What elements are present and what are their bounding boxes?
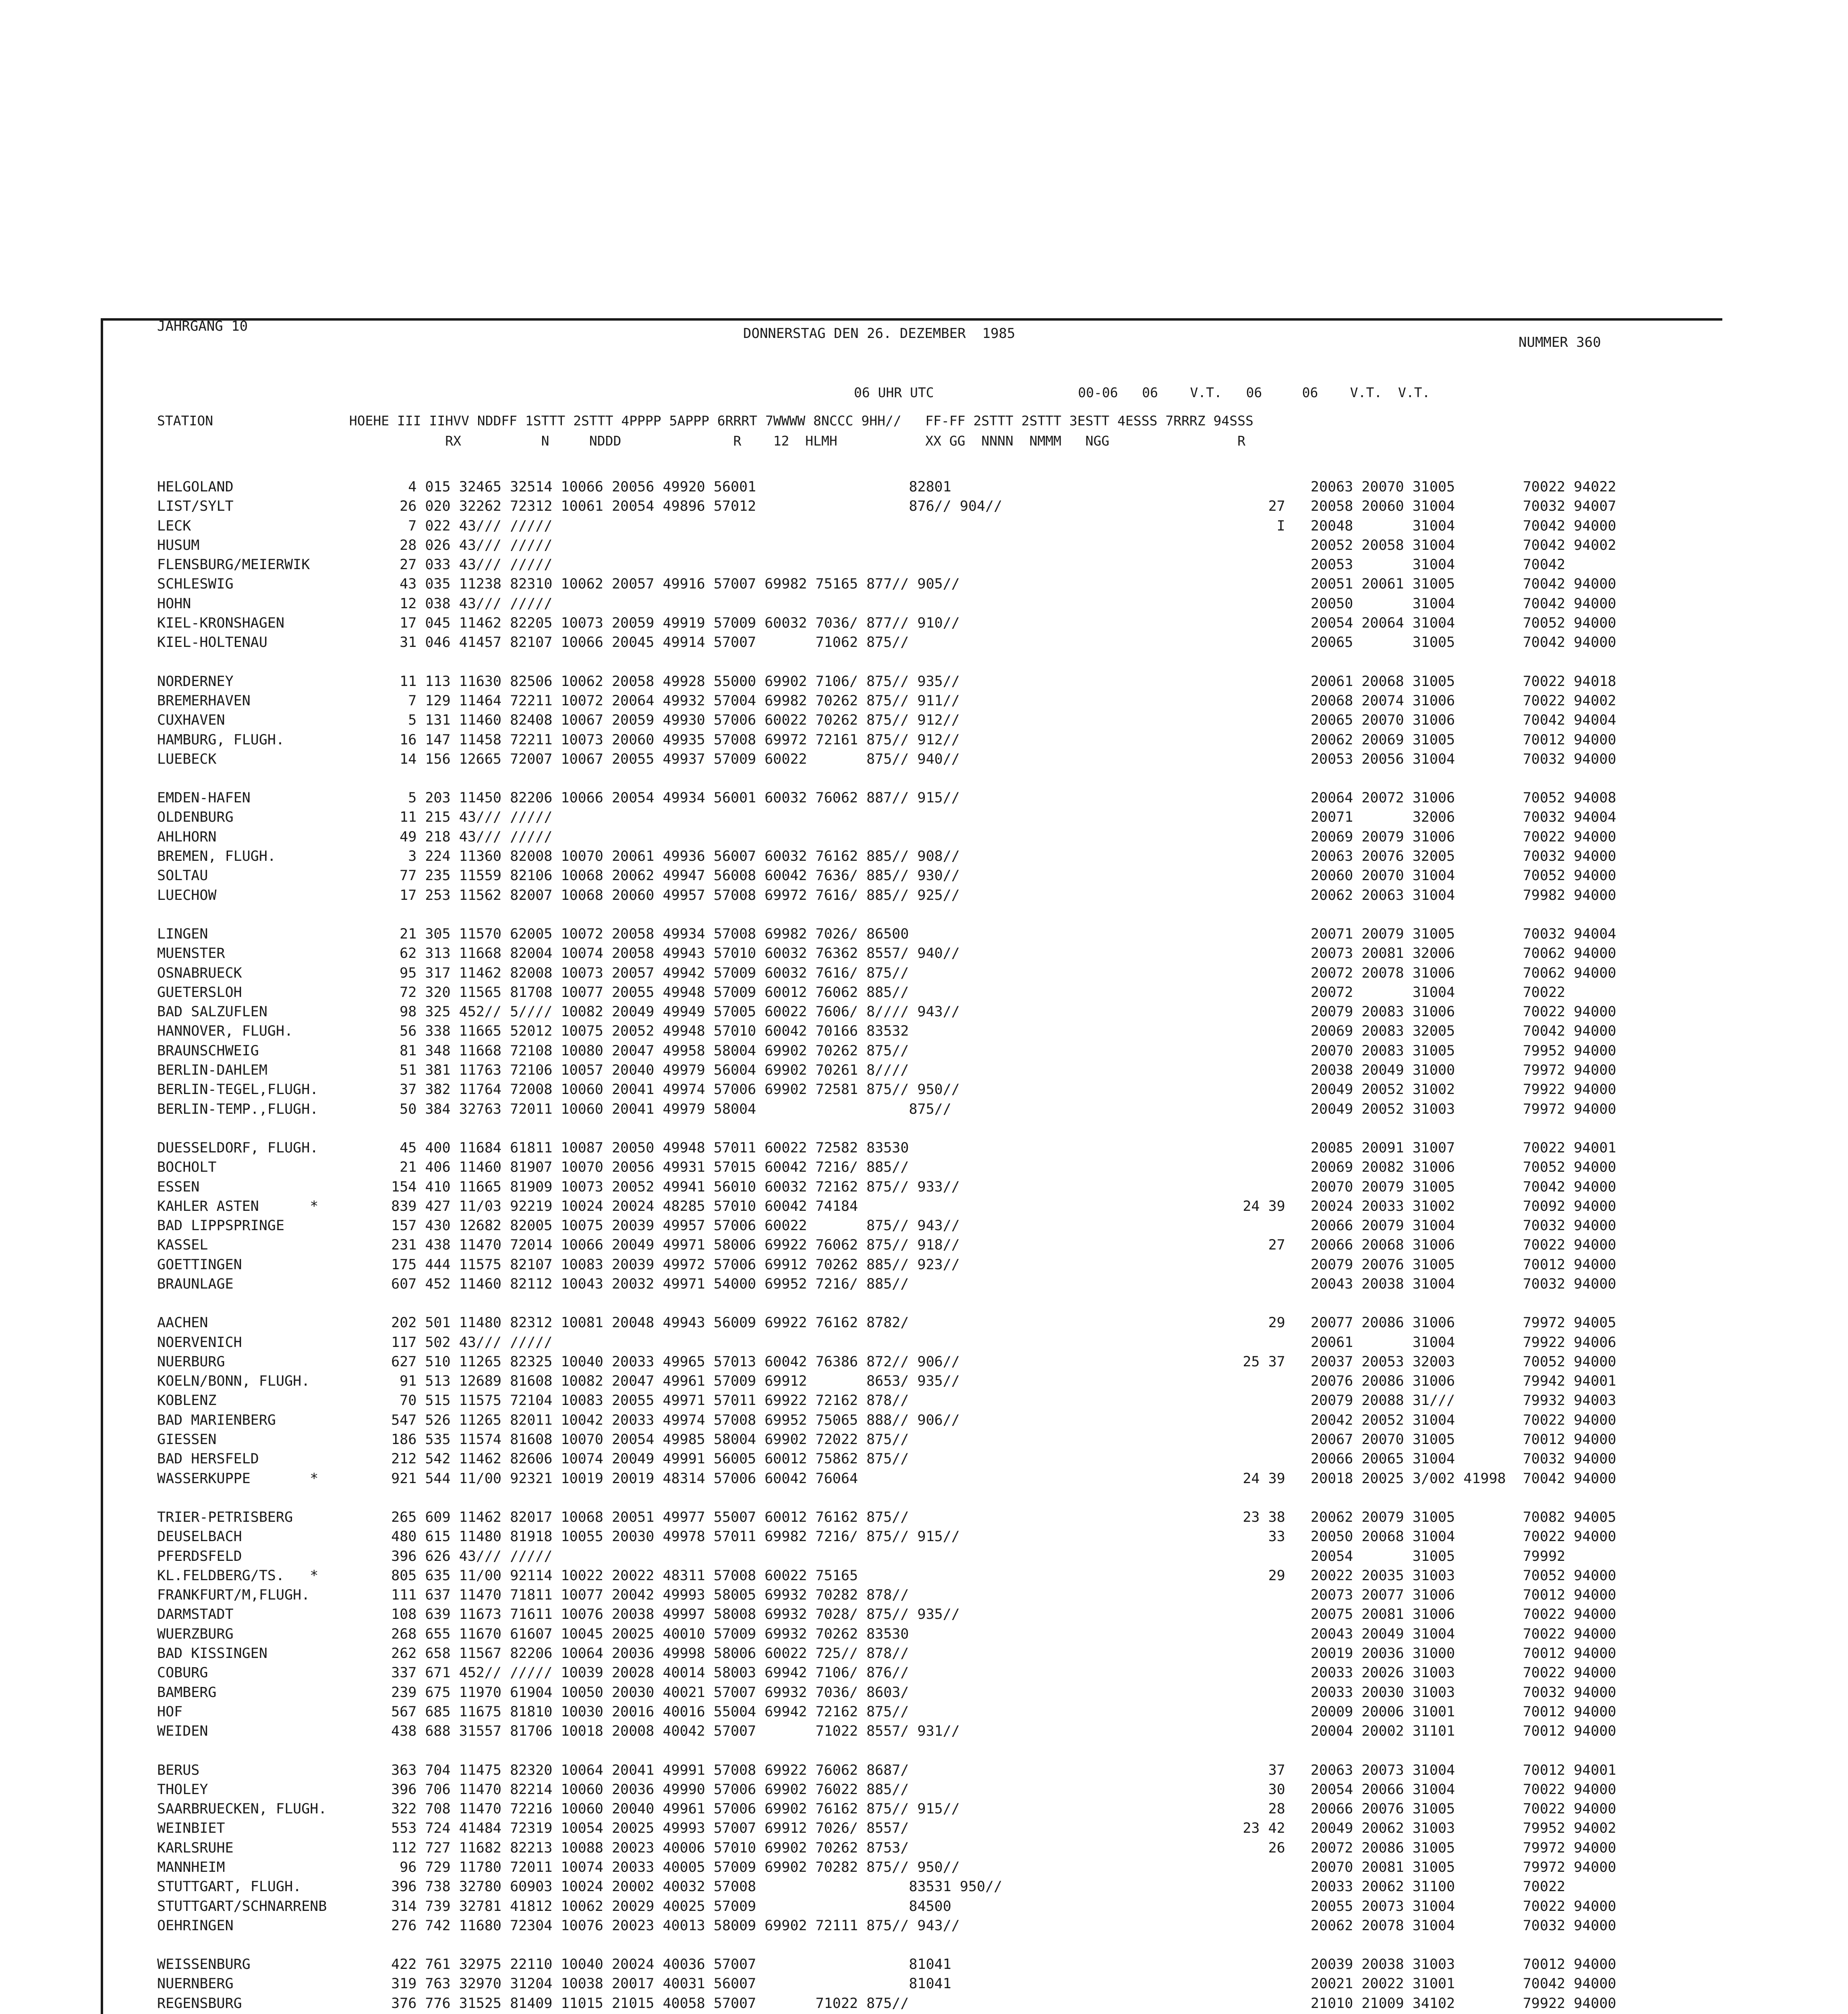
station-name: OSNABRUECK	[157, 965, 242, 981]
station-group	[383, 1955, 1208, 2014]
station-name: OLDENBURG	[157, 809, 234, 826]
observation-groups: 3 224 11360 82008 10070 20061 49936 56007 60032 76162 885// 908//	[383, 848, 960, 865]
station-name: DARMSTADT	[157, 1606, 234, 1623]
extreme-value-groups: 33 20050 20068 31004 70022 94000	[1200, 1529, 1616, 1545]
station-name: LECK	[157, 518, 191, 534]
observation-groups: 314 739 32781 41812 10062 20029 40025 57009 84500	[383, 1898, 951, 1915]
extreme-value-groups: 20072 31004 70022	[1200, 984, 1566, 1001]
extreme-value-groups: 20063 20076 32005 70032 94000	[1200, 848, 1616, 865]
extreme-value-groups: 20062 20078 31004 70032 94000	[1200, 1917, 1616, 1934]
extreme-value-groups: 20033 20026 31003 70022 94000	[1200, 1665, 1616, 1681]
observation-groups: 396 626 43/// /////	[383, 1548, 553, 1564]
extreme-value-groups: 20071 32006 70032 94004	[1200, 809, 1616, 826]
extreme-value-groups: 20070 20079 31005 70042 94000	[1200, 1179, 1616, 1195]
extreme-value-groups: 20071 20079 31005 70032 94004	[1200, 926, 1616, 942]
extreme-value-groups: 23 42 20049 20062 31003 79952 94002	[1200, 1820, 1616, 1837]
station-name: REGENSBURG	[157, 1995, 242, 2012]
station-name: SAARBRUECKEN, FLUGH.	[157, 1801, 327, 1817]
observation-groups: 43 035 11238 82310 10062 20057 49916 57007 69982 75165 877// 905//	[383, 576, 960, 593]
extreme-value-groups: 20062 20069 31005 70012 94000	[1200, 731, 1616, 748]
extreme-value-groups: 20043 20038 31004 70032 94000	[1200, 1276, 1616, 1292]
column-header-line2: STATION HOEHE III IIHVV NDDFF 1STTT 2STTT 4PPPP 5APPP 6RRRT 7WWWW 8NCCC 9HH// FF-FF 2STTT 2STTT 3ESTT 4ESSS 7RRRZ 94SSS	[157, 413, 1253, 429]
station-group	[383, 477, 1208, 653]
observation-groups: 62 313 11668 82004 10074 20058 49943 57010 60032 76362 8557/ 940//	[383, 945, 960, 962]
observation-groups: 627 510 11265 82325 10040 20033 49965 57013 60042 76386 872// 906//	[383, 1353, 960, 1370]
observation-groups: 49 218 43/// /////	[383, 829, 553, 845]
observation-groups: 27 033 43/// /////	[383, 557, 553, 573]
station-name: HANNOVER, FLUGH.	[157, 1023, 293, 1040]
extreme-value-groups: 20073 20081 32006 70062 94000	[1200, 945, 1616, 962]
station-name: SOLTAU	[157, 868, 208, 884]
extreme-value-groups: 20079 20083 31006 70022 94000	[1200, 1004, 1616, 1020]
extreme-value-groups: 20004 20002 31101 70012 94000	[1200, 1723, 1616, 1740]
station-name: FRANKFURT/M,FLUGH.	[157, 1587, 310, 1604]
bulletin-date: DONNERSTAG DEN 26. DEZEMBER 1985	[743, 325, 1015, 342]
extreme-value-groups: 20068 20074 31006 70022 94002	[1200, 692, 1616, 709]
observation-groups: 262 658 11567 82206 10064 20036 49998 58006 60022 725// 878//	[383, 1645, 909, 1662]
extreme-value-groups: 20033 20030 31003 70032 94000	[1200, 1684, 1616, 1701]
station-name: WEINBIET	[157, 1820, 225, 1837]
station-group	[1200, 1138, 1720, 1294]
observation-groups: 319 763 32970 31204 10038 20017 40031 56007 81041	[383, 1976, 951, 1992]
extreme-value-groups: 20038 20049 31000 79972 94000	[1200, 1062, 1616, 1079]
station-group	[157, 1508, 383, 1741]
station-name: STUTTGART/SCHNARRENB	[157, 1898, 327, 1915]
station-name: AACHEN	[157, 1315, 208, 1331]
extreme-value-groups: 20054 20064 31004 70052 94000	[1200, 615, 1616, 632]
station-name: KOBLENZ	[157, 1392, 217, 1409]
station-name: EMDEN-HAFEN	[157, 790, 251, 806]
station-group	[1200, 672, 1720, 769]
extreme-value-groups: 20050 31004 70042 94000	[1200, 595, 1616, 612]
station-name: WASSERKUPPE *	[157, 1470, 319, 1487]
extreme-value-groups: 20052 20058 31004 70042 94002	[1200, 537, 1616, 553]
station-name: LUEBECK	[157, 751, 217, 767]
extreme-value-groups: 20066 20065 31004 70032 94000	[1200, 1451, 1616, 1467]
station-name: GIESSEN	[157, 1432, 217, 1448]
station-name: BERLIN-DAHLEM	[157, 1062, 267, 1079]
station-group	[383, 1138, 1208, 1294]
extreme-value-groups: 25 37 20037 20053 32003 70052 94000	[1200, 1353, 1616, 1370]
station-group	[157, 924, 383, 1119]
station-name: KAHLER ASTEN *	[157, 1198, 319, 1214]
station-name: KASSEL	[157, 1237, 208, 1254]
observation-groups: 7 129 11464 72211 10072 20064 49932 57004 69982 70262 875// 911//	[383, 692, 960, 709]
extreme-value-groups: 20049 20052 31003 79972 94000	[1200, 1101, 1616, 1117]
observation-groups: 50 384 32763 72011 10060 20041 49979 58004 875//	[383, 1101, 951, 1117]
observation-groups: 157 430 12682 82005 10075 20039 49957 57006 60022 875// 943//	[383, 1218, 960, 1234]
extreme-value-groups: 20009 20006 31001 70012 94000	[1200, 1703, 1616, 1720]
station-name: BRAUNLAGE	[157, 1276, 234, 1292]
observation-groups: 5 203 11450 82206 10066 20054 49934 56001 60032 76062 887// 915//	[383, 790, 960, 806]
station-name: KL.FELDBERG/TS. *	[157, 1567, 319, 1584]
station-name: KOELN/BONN, FLUGH.	[157, 1373, 310, 1390]
observation-groups: 112 727 11682 82213 10088 20023 40006 57010 69902 70262 8753/	[383, 1840, 909, 1856]
observation-groups: 239 675 11970 61904 10050 20030 40021 57007 69932 7036/ 8603/	[383, 1684, 909, 1701]
station-group	[157, 788, 383, 905]
observation-groups: 337 671 452// ///// 10039 20028 40014 58003 69942 7106/ 876//	[383, 1665, 909, 1681]
station-group	[1200, 1508, 1720, 1741]
extreme-value-groups: 37 20063 20073 31004 70012 94001	[1200, 1762, 1616, 1778]
station-name: TRIER-PETRISBERG	[157, 1509, 293, 1525]
extreme-value-groups: 20039 20038 31003 70012 94000	[1200, 1956, 1616, 1973]
extreme-value-groups: 20065 31005 70042 94000	[1200, 634, 1616, 651]
station-name: DUESSELDORF, FLUGH.	[157, 1140, 319, 1156]
observation-groups: 21 305 11570 62005 10072 20058 49934 57008 69982 7026/ 86500	[383, 926, 909, 942]
extreme-value-groups: 20055 20073 31004 70022 94000	[1200, 1898, 1616, 1915]
extreme-value-groups: 20063 20070 31005 70022 94022	[1200, 479, 1616, 495]
station-name: HELGOLAND	[157, 479, 234, 495]
observation-groups: 111 637 11470 71811 10077 20042 49993 58005 69932 70282 878//	[383, 1587, 909, 1604]
observation-groups: 438 688 31557 81706 10018 20008 40042 57007 71022 8557/ 931//	[383, 1723, 960, 1740]
extreme-value-groups: 20064 20072 31006 70052 94008	[1200, 790, 1616, 806]
observation-groups: 26 020 32262 72312 10061 20054 49896 57012 876// 904//	[383, 498, 1003, 515]
station-group	[1200, 477, 1720, 653]
observation-groups: 51 381 11763 72106 10057 20040 49979 56004 69902 70261 8////	[383, 1062, 909, 1079]
station-group	[383, 672, 1208, 769]
extreme-value-groups: 20066 20079 31004 70032 94000	[1200, 1218, 1616, 1234]
observation-groups: 268 655 11670 61607 10045 20025 40010 57009 69932 70262 83530	[383, 1626, 909, 1642]
observation-groups: 276 742 11680 72304 10076 20023 40013 58009 69902 72111 875// 943//	[383, 1917, 960, 1934]
observation-groups: 265 609 11462 82017 10068 20051 49977 55007 60012 76162 875//	[383, 1509, 909, 1525]
extreme-value-groups: 29 20022 20035 31003 70052 94000	[1200, 1567, 1616, 1584]
station-group	[157, 1138, 383, 1294]
station-group	[1200, 924, 1720, 1119]
observation-groups: 921 544 11/00 92321 10019 20019 48314 57006 60042 76064	[383, 1470, 858, 1487]
station-name: HUSUM	[157, 537, 200, 553]
station-group	[383, 1508, 1208, 1741]
extreme-value-groups: 20033 20062 31100 70022	[1200, 1879, 1566, 1895]
extreme-value-groups: 20079 20088 31/// 79932 94003	[1200, 1392, 1616, 1409]
column-header-line3: RX N NDDD R 12 HLMH XX GG NNNN NMMM NGG R	[157, 433, 1246, 449]
station-name: BAD MARIENBERG	[157, 1412, 276, 1428]
observation-groups: 396 738 32780 60903 10024 20002 40032 57008 83531 950//	[383, 1879, 1003, 1895]
station-name: BREMERHAVEN	[157, 692, 251, 709]
station-name: BREMEN, FLUGH.	[157, 848, 276, 865]
observation-groups: 480 615 11480 81918 10055 20030 49978 57011 69982 7216/ 875// 915//	[383, 1529, 960, 1545]
station-group	[1200, 1955, 1720, 2014]
jahrgang-label: JAHRGANG 10	[157, 318, 248, 334]
station-name: PFERDSFELD	[157, 1548, 242, 1564]
station-name: KARLSRUHE	[157, 1840, 234, 1856]
station-name: WEIDEN	[157, 1723, 208, 1740]
observation-groups: 186 535 11574 81608 10070 20054 49985 58004 69902 72022 875//	[383, 1432, 909, 1448]
station-group	[383, 1313, 1208, 1488]
extreme-value-groups: 20053 20056 31004 70032 94000	[1200, 751, 1616, 767]
station-name: COBURG	[157, 1665, 208, 1681]
extreme-value-groups: 20019 20036 31000 70012 94000	[1200, 1645, 1616, 1662]
station-group	[1200, 1761, 1720, 1936]
extreme-value-groups: 20070 20083 31005 79952 94000	[1200, 1042, 1616, 1059]
extreme-value-groups: 24 39 20024 20033 31002 70092 94000	[1200, 1198, 1616, 1214]
station-name: BAD KISSINGEN	[157, 1645, 267, 1662]
station-column	[157, 477, 383, 2014]
observation-groups: 96 729 11780 72011 10074 20033 40005 57009 69902 70282 875// 950//	[383, 1859, 960, 1875]
observation-groups: 422 761 32975 22110 10040 20024 40036 57007 81041	[383, 1956, 951, 1973]
observation-groups: 70 515 11575 72104 10083 20055 49971 57011 69922 72162 878//	[383, 1392, 909, 1409]
extreme-value-groups: 20053 31004 70042	[1200, 557, 1566, 573]
station-group	[1200, 1313, 1720, 1488]
station-group	[383, 1761, 1208, 1936]
observation-groups: 553 724 41484 72319 10054 20025 49993 57007 69912 7026/ 8557/	[383, 1820, 909, 1837]
column-header-line1: 06 UHR UTC 00-06 06 V.T. 06 06 V.T. V.T.	[854, 385, 1430, 400]
station-name: BAMBERG	[157, 1684, 217, 1701]
extreme-value-groups: 20061 20068 31005 70022 94018	[1200, 673, 1616, 690]
extreme-value-groups: I 20048 31004 70042 94000	[1200, 518, 1616, 534]
observation-groups: 72 320 11565 81708 10077 20055 49948 57009 60012 76062 885//	[383, 984, 909, 1001]
observation-groups: 117 502 43/// /////	[383, 1334, 553, 1351]
observation-groups: 45 400 11684 61811 10087 20050 49948 57011 60022 72582 83530	[383, 1140, 909, 1156]
station-name: DEUSELBACH	[157, 1529, 242, 1545]
station-name: SCHLESWIG	[157, 576, 234, 593]
station-name: MANNHEIM	[157, 1859, 225, 1875]
observation-groups: 31 046 41457 82107 10066 20045 49914 57007 71062 875//	[383, 634, 909, 651]
station-name: ESSEN	[157, 1179, 200, 1195]
observation-groups: 805 635 11/00 92114 10022 20022 48311 57008 60022 75165	[383, 1567, 858, 1584]
station-name: CUXHAVEN	[157, 712, 225, 729]
observation-groups: 547 526 11265 82011 10042 20033 49974 57008 69952 75065 888// 906//	[383, 1412, 960, 1428]
extreme-value-groups: 20076 20086 31006 79942 94001	[1200, 1373, 1616, 1390]
observation-groups: 322 708 11470 72216 10060 20040 49961 57006 69902 76162 875// 915//	[383, 1801, 960, 1817]
extreme-value-groups: 20067 20070 31005 70012 94000	[1200, 1432, 1616, 1448]
extreme-value-groups: 26 20072 20086 31005 79972 94000	[1200, 1840, 1616, 1856]
observation-groups: 567 685 11675 81810 10030 20016 40016 55004 69942 72162 875//	[383, 1703, 909, 1720]
extreme-value-groups: 30 20054 20066 31004 70022 94000	[1200, 1781, 1616, 1798]
observation-groups: 607 452 11460 82112 10043 20032 49971 54000 69952 7216/ 885//	[383, 1276, 909, 1292]
station-group	[157, 1955, 383, 2014]
station-name: NUERNBERG	[157, 1976, 234, 1992]
extreme-value-groups: 20043 20049 31004 70022 94000	[1200, 1626, 1616, 1642]
station-name: BRAUNSCHWEIG	[157, 1042, 259, 1059]
extreme-value-groups: 24 39 20018 20025 3/002 41998 70042 94000	[1200, 1470, 1616, 1487]
extreme-value-groups: 20042 20052 31004 70022 94000	[1200, 1412, 1616, 1428]
extreme-value-groups: 20075 20081 31006 70022 94000	[1200, 1606, 1616, 1623]
observation-groups: 17 045 11462 82205 10073 20059 49919 57009 60032 7036/ 877// 910//	[383, 615, 960, 632]
observation-groups: 396 706 11470 82214 10060 20036 49990 57006 69902 76022 885//	[383, 1781, 909, 1798]
observation-column	[383, 477, 1208, 2014]
station-name: BOCHOLT	[157, 1159, 217, 1176]
observation-groups: 839 427 11/03 92219 10024 20024 48285 57010 60042 74184	[383, 1198, 858, 1214]
extreme-value-groups: 20054 31005 79992	[1200, 1548, 1566, 1564]
observation-groups: 16 147 11458 72211 10073 20060 49935 57008 69972 72161 875// 912//	[383, 731, 960, 748]
station-group	[1200, 788, 1720, 905]
extremes-column	[1200, 477, 1720, 2014]
extreme-value-groups: 28 20066 20076 31005 70022 94000	[1200, 1801, 1616, 1817]
observation-groups: 212 542 11462 82606 10074 20049 49991 56005 60012 75862 875//	[383, 1451, 909, 1467]
station-name: NUERBURG	[157, 1353, 225, 1370]
observation-groups: 11 113 11630 82506 10062 20058 49928 55000 69902 7106/ 875// 935//	[383, 673, 960, 690]
station-name: BAD LIPPSPRINGE	[157, 1218, 285, 1234]
extreme-value-groups: 23 38 20062 20079 31005 70082 94005	[1200, 1509, 1616, 1525]
extreme-value-groups: 20079 20076 31005 70012 94000	[1200, 1256, 1616, 1273]
station-name: HOHN	[157, 595, 191, 612]
observation-groups: 91 513 12689 81608 10082 20047 49961 57009 69912 8653/ 935//	[383, 1373, 960, 1390]
station-name: KIEL-KRONSHAGEN	[157, 615, 285, 632]
station-name: BERLIN-TEMP.,FLUGH.	[157, 1101, 319, 1117]
station-name: GUETERSLOH	[157, 984, 242, 1001]
station-name: WUERZBURG	[157, 1626, 234, 1642]
station-group	[157, 477, 383, 653]
observation-groups: 202 501 11480 82312 10081 20048 49943 56009 69922 76162 8782/	[383, 1315, 909, 1331]
station-name: LINGEN	[157, 926, 208, 942]
observation-groups: 154 410 11665 81909 10073 20052 49941 56010 60032 72162 875// 933//	[383, 1179, 960, 1195]
observation-groups: 12 038 43/// /////	[383, 595, 553, 612]
station-group	[157, 672, 383, 769]
observation-groups: 11 215 43/// /////	[383, 809, 553, 826]
station-name: HOF	[157, 1703, 183, 1720]
observation-groups: 376 776 31525 81409 11015 21015 40058 57007 71022 875//	[383, 1995, 909, 2012]
station-name: NORDERNEY	[157, 673, 234, 690]
observation-groups: 175 444 11575 82107 10083 20039 49972 57006 69912 70262 885// 923//	[383, 1256, 960, 1273]
observation-groups: 17 253 11562 82007 10068 20060 49957 57008 69972 7616/ 885// 925//	[383, 887, 960, 903]
observation-groups: 98 325 452// 5//// 10082 20049 49949 57005 60022 7606/ 8//// 943//	[383, 1004, 960, 1020]
station-name: FLENSBURG/MEIERWIK	[157, 557, 310, 573]
observation-groups: 14 156 12665 72007 10067 20055 49937 57009 60022 875// 940//	[383, 751, 960, 767]
extreme-value-groups: 20062 20063 31004 79982 94000	[1200, 887, 1616, 903]
extreme-value-groups: 20072 20078 31006 70062 94000	[1200, 965, 1616, 981]
station-name: STUTTGART, FLUGH.	[157, 1879, 302, 1895]
observation-groups: 56 338 11665 52012 10075 20052 49948 57010 60042 70166 83532	[383, 1023, 909, 1040]
extreme-value-groups: 27 20058 20060 31004 70032 94007	[1200, 498, 1616, 515]
extreme-value-groups: 29 20077 20086 31006 79972 94005	[1200, 1315, 1616, 1331]
station-name: BERUS	[157, 1762, 200, 1778]
station-name: KIEL-HOLTENAU	[157, 634, 267, 651]
observation-groups: 5 131 11460 82408 10067 20059 49930 57006 60022 70262 875// 912//	[383, 712, 960, 729]
station-name: WEISSENBURG	[157, 1956, 251, 1973]
observation-groups: 81 348 11668 72108 10080 20047 49958 58004 69902 70262 875//	[383, 1042, 909, 1059]
station-name: OEHRINGEN	[157, 1917, 234, 1934]
station-name: NOERVENICH	[157, 1334, 242, 1351]
station-name: LIST/SYLT	[157, 498, 234, 515]
station-group	[157, 1313, 383, 1488]
observation-groups: 95 317 11462 82008 10073 20057 49942 57009 60032 7616/ 875//	[383, 965, 909, 981]
station-name: MUENSTER	[157, 945, 225, 962]
station-name: BAD HERSFELD	[157, 1451, 259, 1467]
station-group	[383, 924, 1208, 1119]
extreme-value-groups: 20065 20070 31006 70042 94004	[1200, 712, 1616, 729]
extreme-value-groups: 20073 20077 31006 70012 94000	[1200, 1587, 1616, 1604]
station-name: THOLEY	[157, 1781, 208, 1798]
observation-groups: 363 704 11475 82320 10064 20041 49991 57008 69922 76062 8687/	[383, 1762, 909, 1778]
observation-groups: 108 639 11673 71611 10076 20038 49997 58008 69932 7028/ 875// 935//	[383, 1606, 960, 1623]
observation-groups: 7 022 43/// /////	[383, 518, 553, 534]
extreme-value-groups: 20069 20079 31006 70022 94000	[1200, 829, 1616, 845]
extreme-value-groups: 20069 20083 32005 70042 94000	[1200, 1023, 1616, 1040]
observation-groups: 28 026 43/// /////	[383, 537, 553, 553]
extreme-value-groups: 20051 20061 31005 70042 94000	[1200, 576, 1616, 593]
bulletin-number: NUMMER 360	[1519, 334, 1601, 350]
station-name: AHLHORN	[157, 829, 217, 845]
extreme-value-groups: 21010 21009 34102 79922 94000	[1200, 1995, 1616, 2012]
station-name: LUECHOW	[157, 887, 217, 903]
station-name: GOETTINGEN	[157, 1256, 242, 1273]
extreme-value-groups: 20069 20082 31006 70052 94000	[1200, 1159, 1616, 1176]
observation-groups: 231 438 11470 72014 10066 20049 49971 58006 69922 76062 875// 918//	[383, 1237, 960, 1254]
station-name: HAMBURG, FLUGH.	[157, 731, 285, 748]
station-name: BAD SALZUFLEN	[157, 1004, 267, 1020]
station-group	[157, 1761, 383, 1936]
station-name: BERLIN-TEGEL,FLUGH.	[157, 1082, 319, 1098]
extreme-value-groups: 20085 20091 31007 70022 94001	[1200, 1140, 1616, 1156]
extreme-value-groups: 20070 20081 31005 79972 94000	[1200, 1859, 1616, 1875]
station-group	[383, 788, 1208, 905]
extreme-value-groups: 20021 20022 31001 70042 94000	[1200, 1976, 1616, 1992]
observation-groups: 37 382 11764 72008 10060 20041 49974 57006 69902 72581 875// 950//	[383, 1082, 960, 1098]
observation-groups: 77 235 11559 82106 10068 20062 49947 56008 60042 7636/ 885// 930//	[383, 868, 960, 884]
observation-groups: 21 406 11460 81907 10070 20056 49931 57015 60042 7216/ 885//	[383, 1159, 909, 1176]
extreme-value-groups: 20049 20052 31002 79922 94000	[1200, 1082, 1616, 1098]
extreme-value-groups: 20060 20070 31004 70052 94000	[1200, 868, 1616, 884]
extreme-value-groups: 27 20066 20068 31006 70022 94000	[1200, 1237, 1616, 1254]
extreme-value-groups: 20061 31004 79922 94006	[1200, 1334, 1616, 1351]
observation-groups: 4 015 32465 32514 10066 20056 49920 56001 82801	[383, 479, 951, 495]
